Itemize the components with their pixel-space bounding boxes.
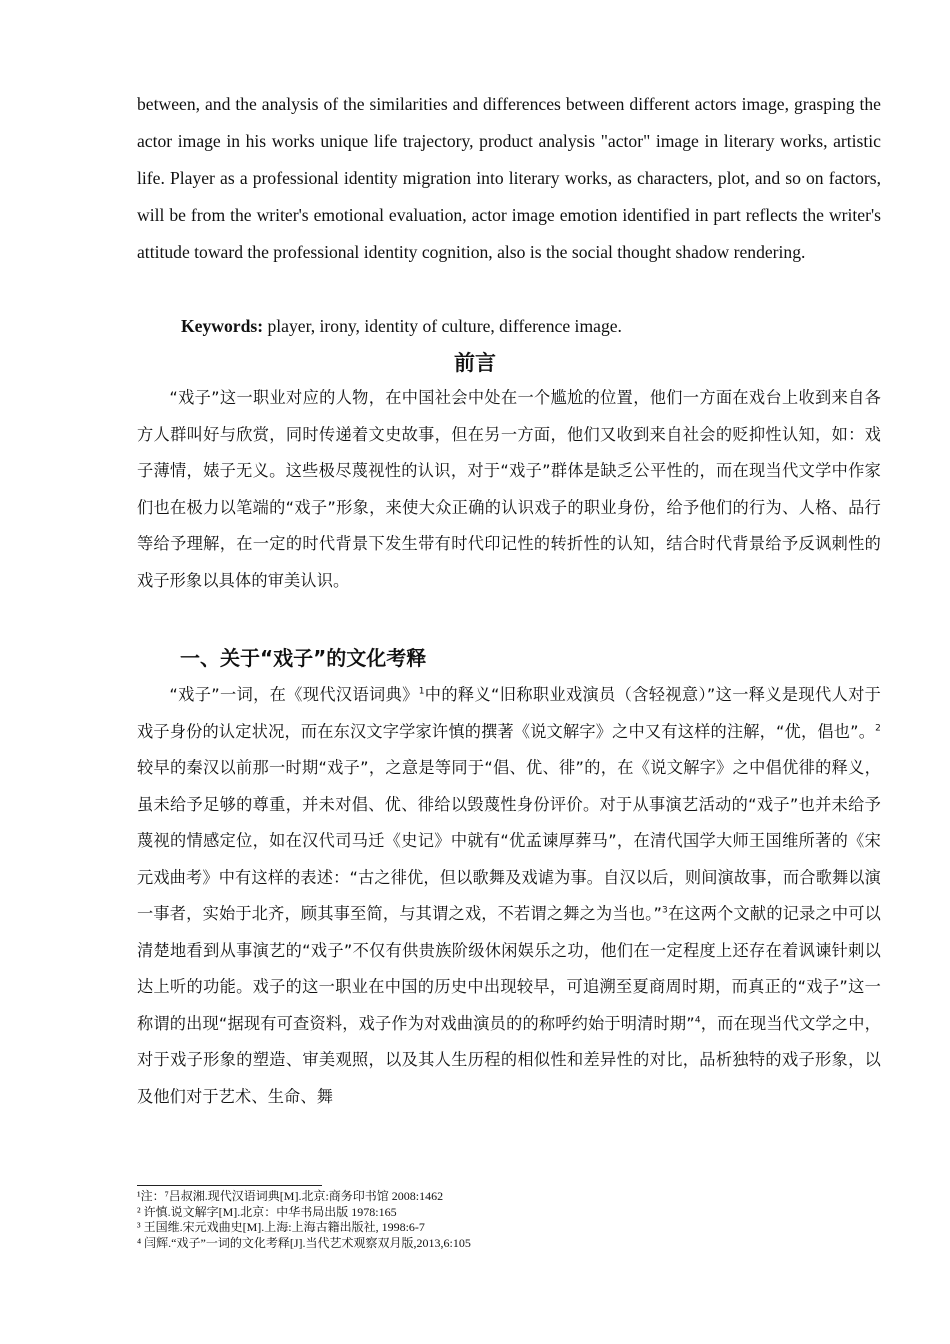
footnote-ref: 4	[694, 1015, 701, 1026]
footnote-ref: 2	[875, 723, 881, 734]
body-segment: 较早的秦汉以前那一时期“戏子”，之意是等同于“倡、优、徘”的，在《说文解字》之中倡优徘的释义，虽未给予足够的尊重，并未对倡、优、徘给以毁蔑性身份评价。对于从事演艺活动的“戏子”也并未给予蔑视的情感定位，如在汉代司马迁《史记》中就有“优孟谏厚葬马”，在清代国学大师王国维所著的《宋元戏曲考》中有这样的表述：“古之徘优，但以歌舞及戏谑为事。自汉以后，则间演故事，而合歌舞以演一事者，实始于北齐，顾其事至简，与其谓之戏，不若谓之舞之为当也。”	[137, 758, 881, 923]
keywords-text: player, irony, identity of culture, difference image.	[263, 316, 622, 336]
section-paragraph	[137, 677, 881, 1115]
footnote-item: ² 许慎.说文解字[M].北京：中华书局出版 1978:165	[137, 1204, 397, 1219]
footnote-item: ³ 王国维.宋元戏曲史[M].上海:上海古籍出版社, 1998:6-7	[137, 1220, 425, 1234]
abstract-paragraph: between, and the analysis of the similarities and differences between different actors image, grasping the actor image in his works unique life trajectory, product analysis "actor" image in literary works, artistic life. Player as a professional identity migration into literary works, as characters, plot, and so on factors, will be from the writer's emotional evaluation, actor image emotion identified in part reflects the writer's attitude toward the professional identity cognition, also is the social thought shadow rendering.	[137, 94, 881, 262]
footnote-item: ¹注：⁷吕叔湘.现代汉语词典[M].北京:商务印书馆 2008:1462	[137, 1189, 444, 1203]
preface-paragraph: “戏子”这一职业对应的人物，在中国社会中处在一个尴尬的位置，他们一方面在戏台上收到来自各方人群叫好与欣赏，同时传递着文史故事，但在另一方面，他们又收到来自社会的贬抑性认知，如：戏子薄情，婊子无义。这些极尽蔑视性的认识，对于“戏子”群体是缺乏公平性的，而在现当代文学中作家们也在极力以笔端的“戏子”形象，来使大众正确的认识戏子的职业身份，给予他们的行为、人格、品行等给予理解，在一定的时代背景下发生带有时代印记性的转折性的认知，结合时代背景给予反讽刺性的戏子形象以具体的审美认识。	[137, 388, 881, 590]
footnote-ref: 1	[418, 686, 425, 697]
footnote-separator	[137, 1185, 322, 1186]
body-segment: 中的释义“旧称职业戏演员（含轻视意）”这一释义是现代人对于戏子身份的认定状况，而在东汉文字学家许慎的撰著《说文解字》之中又有这样的注解，“优，倡也”。	[137, 685, 881, 741]
body-segment: ，而在现当代文学之中，对于戏子形象的塑造、审美观照，以及其人生历程的相似性和差异性的对比，品析独特的戏子形象，以及他们对于艺术、生命、舞	[137, 1013, 881, 1106]
body-segment: “戏子”一词，在《现代汉语词典》	[169, 685, 419, 704]
footnote-ref: 3	[662, 905, 668, 916]
footnote-item: ⁴ 闫辉.“戏子”一词的文化考释[J].当代艺术观察双月版,2013,6:105	[137, 1235, 471, 1250]
preface-title: 前言	[454, 351, 496, 375]
footnotes	[137, 1189, 881, 1251]
keywords-line	[181, 308, 881, 344]
keywords-label: Keywords:	[181, 316, 264, 336]
section-heading: 一、关于“戏子”的文化考释	[180, 646, 427, 670]
body-segment: 在这两个文献的记录之中可以清楚地看到从事演艺的“戏子”不仅有供贵族阶级休闲娱乐之功，他们在一定程度上还存在着讽谏针刺以达上听的功能。戏子的这一职业在中国的历史中出现较早，可追溯至夏商周时期，而真正的“戏子”这一称谓的出现“据现有可查资料，戏子作为对戏曲演员的的称呼约始于明清时期”	[137, 904, 882, 1033]
